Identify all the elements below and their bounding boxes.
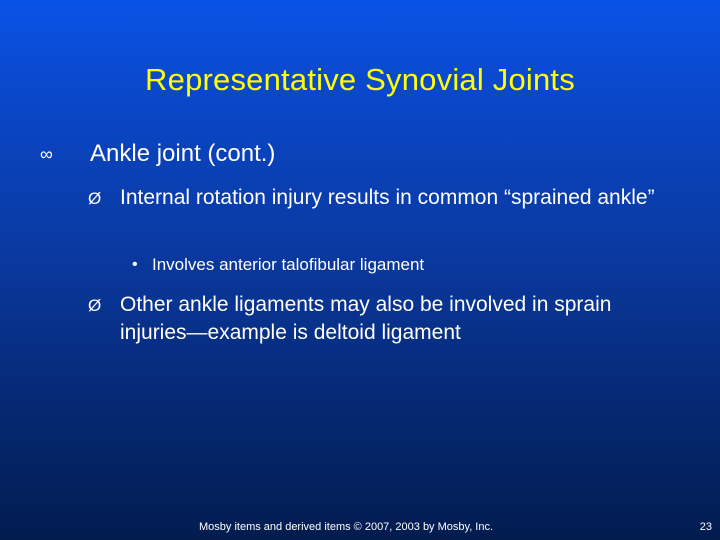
infinity-bullet-icon: ∞	[40, 144, 53, 164]
slide-title: Representative Synovial Joints	[145, 62, 575, 97]
bullet-text: Other ankle ligaments may also be involved in sprain injuries—example is deltoid ligament	[120, 293, 612, 344]
bullet-text: Involves anterior talofibular ligament	[152, 255, 425, 274]
bullet-item-internal-rotation	[88, 184, 688, 213]
dot-bullet-icon: •	[132, 256, 138, 273]
bullet-item-ankle-joint	[40, 136, 275, 172]
bullet-text: Ankle joint (cont.)	[90, 140, 276, 167]
arrow-bullet-icon: Ø	[88, 296, 102, 315]
page-number: 23	[699, 521, 712, 533]
copyright-text: Mosby items and derived items © 2007, 2003 by Mosby, Inc.	[199, 521, 494, 533]
bullet-text: Internal rotation injury results in common “sprained ankle”	[120, 186, 655, 209]
arrow-bullet-icon: Ø	[88, 189, 102, 208]
bullet-item-anterior-talofibular	[132, 254, 424, 276]
bullet-item-other-ligaments	[88, 291, 688, 347]
